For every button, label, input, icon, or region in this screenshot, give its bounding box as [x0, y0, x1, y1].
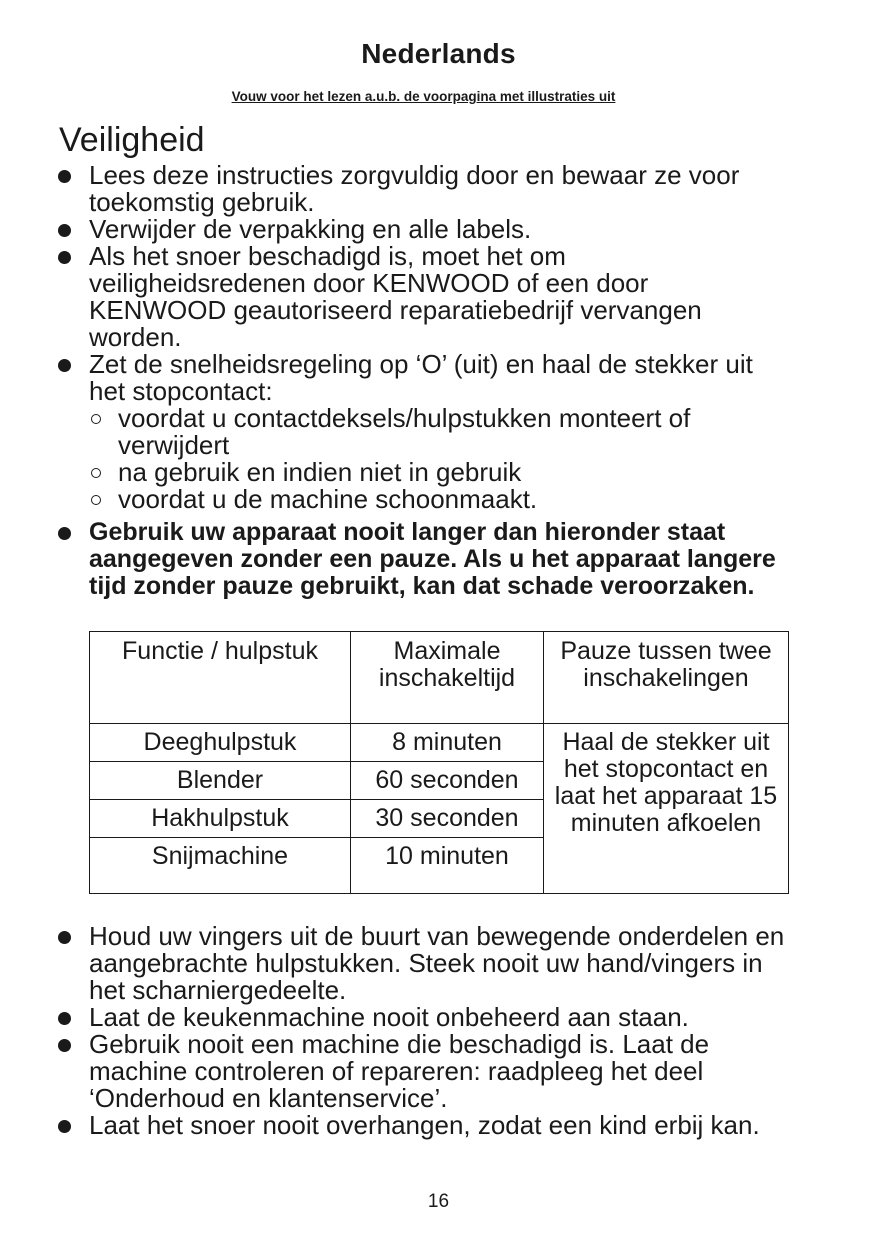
sub-list-item-text: voordat u contactdeksels/hulpstukken monteert of verwijdert — [118, 403, 691, 460]
list-item — [0, 243, 789, 351]
list-item — [0, 1112, 789, 1139]
header-pause: Pauze tussen twee inschakelingen — [544, 632, 789, 724]
warning-list-item — [0, 519, 789, 600]
cell-function: Snijmachine — [90, 838, 351, 894]
list-item — [0, 351, 789, 513]
cell-max-time: 30 seconden — [351, 800, 544, 838]
list-item — [0, 162, 789, 216]
header-function: Functie / hulpstuk — [90, 632, 351, 724]
table-row — [90, 724, 789, 762]
list-item-text: Zet de snelheidsregeling op ‘O’ (uit) en haal de stekker uit het stopcontact: — [89, 349, 753, 406]
safety-content — [0, 162, 877, 600]
list-item — [0, 923, 789, 1004]
safety-content-continued — [0, 923, 877, 1139]
cell-max-time: 60 seconden — [351, 762, 544, 800]
cell-max-time: 8 minuten — [351, 724, 544, 762]
fold-note: Vouw voor het lezen a.u.b. de voorpagina met illustraties uit — [231, 89, 616, 104]
circle-bullet-icon — [91, 414, 101, 424]
list-item-text: Als het snoer beschadigd is, moet het om veiligheidsredenen door KENWOOD of een door KENWOOD geautoriseerd reparatiebedrijf vervangen worden. — [89, 241, 702, 352]
sub-list-item — [89, 486, 789, 513]
cell-function: Blender — [90, 762, 351, 800]
bullet-icon — [58, 931, 71, 944]
header-max-time: Maximale inschakeltijd — [351, 632, 544, 724]
sub-list-item-text: na gebruik en indien niet in gebruik — [118, 457, 522, 487]
list-item-text: Houd uw vingers uit de buurt van bewegende onderdelen en aangebrachte hulpstukken. Steek nooit uw hand/vingers in het scharniergedeelte. — [89, 921, 785, 1005]
safety-list-top — [0, 162, 877, 600]
list-item — [0, 1004, 789, 1031]
unplug-conditions-list — [89, 405, 789, 513]
bullet-icon — [58, 1039, 71, 1052]
bullet-icon — [58, 359, 71, 372]
cell-function: Hakhulpstuk — [90, 800, 351, 838]
bullet-icon — [58, 1012, 71, 1025]
operating-time-table — [89, 631, 789, 894]
sub-list-item-text: voordat u de machine schoonmaakt. — [118, 484, 538, 514]
list-item-text: Laat het snoer nooit overhangen, zodat een kind erbij kan. — [89, 1110, 760, 1140]
section-title: Veiligheid — [59, 121, 205, 159]
circle-bullet-icon — [91, 495, 101, 505]
bullet-icon — [58, 527, 71, 540]
bullet-icon — [58, 224, 71, 237]
warning-text: Gebruik uw apparaat nooit langer dan hieronder staat aangegeven zonder een pauze. Als u het apparaat langere tijd zonder pauze gebruikt, kan dat schade veroorzaken. — [89, 518, 776, 600]
page-number: 16 — [427, 1191, 450, 1212]
sub-list-item — [89, 459, 789, 486]
cell-max-time: 10 minuten — [351, 838, 544, 894]
sub-list-item — [89, 405, 789, 459]
circle-bullet-icon — [91, 468, 101, 478]
language-title: Nederlands — [361, 38, 516, 69]
safety-list-bottom — [0, 923, 877, 1139]
cell-function: Deeghulpstuk — [90, 724, 351, 762]
list-item — [0, 1031, 789, 1112]
list-item — [0, 216, 789, 243]
table-header-row — [90, 632, 789, 724]
bullet-icon — [58, 1120, 71, 1133]
bullet-icon — [58, 170, 71, 183]
list-item-text: Verwijder de verpakking en alle labels. — [89, 214, 532, 244]
cell-pause-instruction: Haal de stekker uit het stopcontact en laat het apparaat 15 minuten afkoelen — [544, 724, 789, 894]
list-item-text: Gebruik nooit een machine die beschadigd is. Laat de machine controleren of repareren: raadpleeg het deel ‘Onderhoud en klantenservice’. — [89, 1029, 710, 1113]
list-item-text: Lees deze instructies zorgvuldig door en bewaar ze voor toekomstig gebruik. — [89, 160, 740, 217]
bullet-icon — [58, 251, 71, 264]
list-item-text: Laat de keukenmachine nooit onbeheerd aan staan. — [89, 1002, 689, 1032]
